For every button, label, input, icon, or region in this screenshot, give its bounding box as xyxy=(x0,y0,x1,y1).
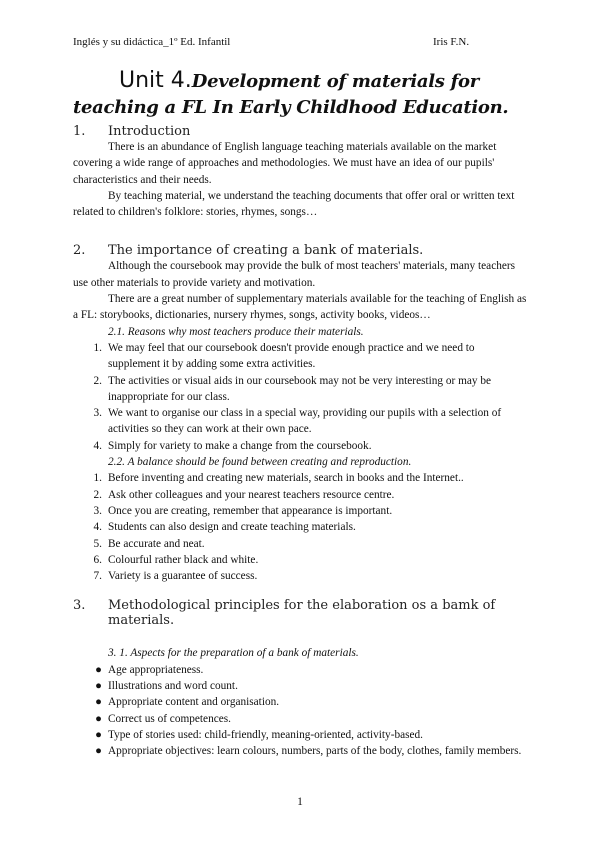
list-item: 7. Variety is a guarantee of success. xyxy=(73,568,529,584)
list-item: 3. Once you are creating, remember that appearance is important. xyxy=(73,503,529,519)
list-item-text: Variety is a guarantee of success. xyxy=(108,570,258,583)
subsection-title: 3. 1. Aspects for the preparation of a bank of materials. xyxy=(108,647,359,660)
list-item: ● Age appropriateness. xyxy=(73,662,529,678)
list-item: 6. Colourful rather black and white. xyxy=(73,552,529,568)
paragraph: There is an abundance of English language teaching materials available on the market covering a wide range of approaches and methodologies. We must have an idea of our pupils' characteristics and their needs. xyxy=(73,141,497,186)
numbered-list xyxy=(73,340,529,454)
list-item: ● Correct us of competences. xyxy=(73,711,529,727)
list-item-text: Before inventing and creating new materials, search in books and the Internet.. xyxy=(108,472,464,485)
list-item-text: We may feel that our coursebook doesn't provide enough practice and we need to supplement it by adding some extra activities. xyxy=(108,341,475,371)
document-title xyxy=(73,68,529,120)
paragraph: By teaching material, we understand the teaching documents that offer oral or written text related to children's folklore: stories, rhymes, songs… xyxy=(73,189,515,219)
title-subtitle: Development of materials for teaching a FL In Early Childhood Education. xyxy=(73,71,509,118)
list-item-text: Colourful rather black and white. xyxy=(108,553,259,566)
document-body xyxy=(73,68,529,760)
list-item-text: Ask other colleagues and your nearest teachers resource centre. xyxy=(108,488,395,501)
subsection-title: 2.1. Reasons why most teachers produce their materials. xyxy=(108,325,364,338)
list-item-text: Age appropriateness. xyxy=(108,663,204,676)
list-item-text: Correct us of competences. xyxy=(108,712,231,725)
list-item: 3. We want to organise our class in a special way, providing our pupils with a selection of activities so they can work at their own pace. xyxy=(73,405,529,438)
heading-text: Methodological principles for the elaboration os a bamk of materials. xyxy=(108,598,496,629)
list-item-text: Simply for variety to make a change from the coursebook. xyxy=(108,439,372,452)
list-item: ● Type of stories used: child-friendly, meaning-oriented, activity-based. xyxy=(73,727,529,743)
list-item-text: Illustrations and word count. xyxy=(108,680,238,693)
list-item: 2. Ask other colleagues and your nearest teachers resource centre. xyxy=(73,487,529,503)
list-item: 4. Students can also design and create teaching materials. xyxy=(73,519,529,535)
section-heading-3 xyxy=(73,598,529,628)
list-item-text: Students can also design and create teaching materials. xyxy=(108,521,356,534)
section-heading-1 xyxy=(73,124,529,139)
section-heading-2 xyxy=(73,243,529,258)
list-item: ● Illustrations and word count. xyxy=(73,678,529,694)
list-item-text: Be accurate and neat. xyxy=(108,537,205,550)
list-item: 2. The activities or visual aids in our coursebook may not be very interesting or may be inappropriate for our class. xyxy=(73,373,529,406)
subsection-title: 2.2. A balance should be found between creating and reproduction. xyxy=(108,456,412,469)
page-number: 1 xyxy=(297,796,303,808)
list-item: 4. Simply for variety to make a change from the coursebook. xyxy=(73,438,529,454)
paragraph: Although the coursebook may provide the bulk of most teachers' materials, many teachers use other materials to provide variety and motivation. xyxy=(73,260,516,289)
list-item: ● Appropriate content and organisation. xyxy=(73,694,529,710)
list-item-text: Appropriate objectives: learn colours, numbers, parts of the body, clothes, family members. xyxy=(108,745,522,758)
list-item-text: The activities or visual aids in our coursebook may not be very interesting or may be inappropriate for our class. xyxy=(108,374,492,403)
list-item: 1. We may feel that our coursebook doesn't provide enough practice and we need to supplement it by adding some extra activities. xyxy=(73,340,529,373)
list-item: ● Appropriate objectives: learn colours, numbers, parts of the body, clothes, family members. xyxy=(73,743,529,759)
heading-number: 1. xyxy=(73,124,86,139)
list-item: 1. Before inventing and creating new materials, search in books and the Internet.. xyxy=(73,470,529,486)
heading-number: 2. xyxy=(73,243,86,259)
heading-text: The importance of creating a bank of materials. xyxy=(108,243,424,259)
list-item-text: We want to organise our class in a special way, providing our pupils with a selection of activities so they can work at their own pace. xyxy=(108,407,502,436)
heading-number: 3. xyxy=(73,598,86,614)
running-header-right: Iris F.N. xyxy=(433,36,470,48)
paragraph: There are a great number of supplementary materials available for the teaching of English as a FL: storybooks, dictionaries, nursery rhymes, songs, activity books, videos… xyxy=(73,293,527,322)
numbered-list xyxy=(73,470,529,584)
bullet-list xyxy=(73,662,529,760)
running-header-left: Inglés y su didáctica_1º Ed. Infantil xyxy=(73,36,231,48)
heading-text: Introduction xyxy=(108,124,191,139)
title-unit: Unit 4. xyxy=(119,68,192,93)
list-item: 5. Be accurate and neat. xyxy=(73,536,529,552)
list-item-text: Appropriate content and organisation. xyxy=(108,696,280,709)
list-item-text: Type of stories used: child-friendly, meaning-oriented, activity-based. xyxy=(108,728,424,741)
list-item-text: Once you are creating, remember that appearance is important. xyxy=(108,504,393,517)
